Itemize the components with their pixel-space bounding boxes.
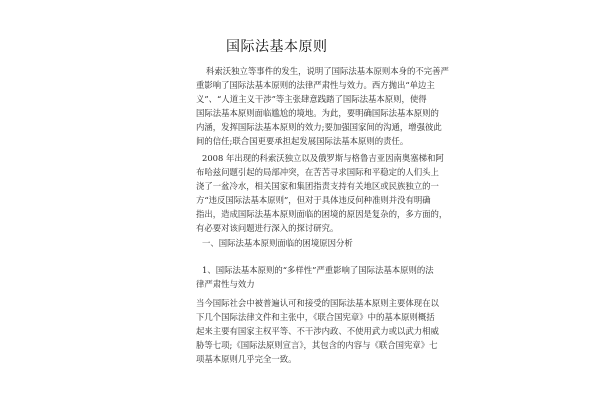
paragraph-line: 科索沃独立等事件的发生，说明了国际法基本原则本身的不完善严 xyxy=(206,66,449,76)
paragraph-line: 1、国际法基本原则的“多样性”严重影响了国际法基本原则的法 xyxy=(202,265,434,275)
paragraph-line: 下几个国际法律文件和主张中，《联合国宪章》中的基本原则概括 xyxy=(196,312,435,322)
paragraph-line: 2008 年出现的科索沃独立以及俄罗斯与格鲁吉亚因南奥塞梯和阿 xyxy=(202,153,444,163)
paragraph-line: 起来主要有国家主权平等、不干涉内政、不使用武力或以武力相威 xyxy=(196,326,439,336)
paragraph-intro xyxy=(196,64,449,148)
section-heading xyxy=(196,236,420,250)
paragraph-line: 国际法基本原则面临尴尬的境地。为此，要明确国际法基本原则的 xyxy=(196,108,439,118)
section-heading-text: 一、国际法基本原则面临的困境原因分析 xyxy=(202,238,353,248)
paragraph-line: 布哈兹问题引起的局部冲突，在苦苦寻求国际和平稳定的人们头上 xyxy=(196,167,439,177)
paragraph-line: 义”、“人道主义干涉”等主张肆意践踏了国际法基本原则，使得 xyxy=(196,94,427,104)
paragraph-line: 间的信任;联合国更要承担起发展国际法基本原则的责任。 xyxy=(196,136,409,146)
paragraph-line: 胁等七项;《国际法原则宣言》，其包含的内容与《联合国宪章》七 xyxy=(196,340,438,350)
document-title: 国际法基本原则 xyxy=(226,39,328,55)
subsection-heading xyxy=(196,263,434,291)
paragraph-line: 项基本原则几乎完全一致。 xyxy=(196,354,297,364)
paragraph-body xyxy=(196,296,439,366)
paragraph-background xyxy=(196,151,448,235)
paragraph-line: 内涵，发挥国际法基本原则的效力;要加强国家间的沟通，增强彼此 xyxy=(196,122,442,132)
paragraph-line: 浇了一盆冷水，相关国家和集团指责支持有关地区或民族独立的一 xyxy=(196,181,439,191)
paragraph-line: 有必要对该问题进行深入的探讨研究。 xyxy=(196,223,339,233)
paragraph-line: 当今国际社会中被普遍认可和接受的国际法基本原则主要体现在以 xyxy=(196,298,439,308)
paragraph-line: 方“违反国际法基本原则”，但对于具体违反何种准则并没有明确 xyxy=(196,195,431,205)
paragraph-line: 律严肃性与效力 xyxy=(196,279,255,289)
paragraph-line: 指出，造成国际法基本原则面临的困境的原因是复杂的，多方面的， xyxy=(196,209,448,219)
paragraph-line: 重影响了国际法基本原则的法律严肃性与效力。西方抛出“单边主 xyxy=(196,80,435,90)
